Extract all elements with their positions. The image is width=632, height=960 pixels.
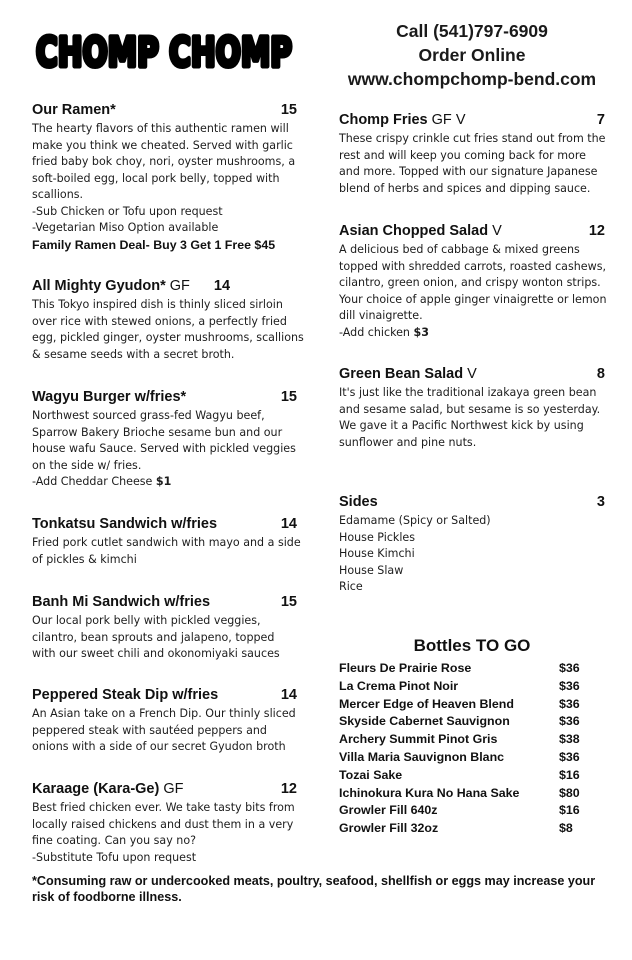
item-price: 14 xyxy=(280,516,297,532)
item-name: Our Ramen* xyxy=(32,102,116,118)
item-tags: V xyxy=(467,366,477,382)
item-description: It's just like the traditional izakaya green bean and sesame salad, but sesame is so yesterday. We gave it a Pacific Northwest kick by using sunflower and pine nuts. xyxy=(339,386,601,449)
item-description: A delicious bed of cabbage & mixed greens topped with shredded carrots, roasted cashews, cilantro, green onion, and crispy wonton strips. Your choice of apple ginger vinaigrette or lemon dill vinaigrette. -Add chicken $3 xyxy=(339,242,605,341)
item-name: Sides xyxy=(339,494,378,510)
menu-item-karaage xyxy=(32,780,297,866)
item-header xyxy=(339,111,605,129)
item-price: 14 xyxy=(213,278,231,294)
bottle-row: Skyside Cabernet Sauvignon $36 xyxy=(339,714,580,729)
item-addon: -Add Cheddar Cheese $1 xyxy=(32,475,172,488)
bottle-row: Villa Maria Sauvignon Blanc $36 xyxy=(339,749,580,764)
item-description: An Asian take on a French Dip. Our thinly sliced peppered steak with sautéed peppers and onions with a side of our secret Gyudon broth xyxy=(32,707,296,753)
menu-item-our-ramen xyxy=(32,101,297,254)
food-safety-disclaimer: *Consuming raw or undercooked meats, poultry, seafood, shellfish or eggs may increase your risk of foodborne illness. xyxy=(32,874,596,904)
logo-text: CHOMP CHOMP xyxy=(36,30,292,76)
item-header xyxy=(32,515,297,533)
item-description: Our local pork belly with pickled veggies, cilantro, bean sprouts and jalapeno, topped with our sweet chili and okonomiyaki sauces xyxy=(32,614,280,660)
bottle-row: Fleurs De Prairie Rose $36 xyxy=(339,661,580,675)
item-tags: GF xyxy=(163,781,184,797)
item-header xyxy=(339,493,605,511)
item-price: 7 xyxy=(596,112,605,128)
item-description: Edamame (Spicy or Salted) House Pickles House Kimchi House Slaw Rice xyxy=(339,514,491,593)
item-description: The hearty flavors of this authentic ramen will make you think we cheated. Served with garlic fried baby bok choy, nori, oyster mushrooms, a soft-boiled egg, local pork belly, topped with scallions. -Sub Chicken or Tofu upon request -Vegetarian Miso Option available xyxy=(32,122,296,234)
chomp-chomp-logo xyxy=(34,14,296,86)
website-link[interactable]: www.chompchomp-bend.com xyxy=(347,69,597,89)
menu-item-gyudon xyxy=(32,277,304,363)
phone-text: Call (541)797-6909 xyxy=(396,21,548,41)
item-price: 15 xyxy=(280,389,297,405)
item-tags: GF V xyxy=(431,112,466,128)
item-header xyxy=(32,101,297,119)
item-price: 15 xyxy=(280,594,297,610)
bottle-row: La Crema Pinot Noir $36 xyxy=(339,678,580,693)
bottles-title: Bottles TO GO xyxy=(413,636,531,655)
contact-block xyxy=(322,19,622,91)
item-header xyxy=(32,388,297,406)
item-name: Asian Chopped Salad xyxy=(339,223,489,239)
menu-item-wagyu-burger xyxy=(32,388,297,491)
menu-item-asian-chopped-salad xyxy=(339,222,605,341)
menu-item-green-bean-salad xyxy=(339,365,605,451)
item-price: 8 xyxy=(596,366,605,382)
item-header xyxy=(32,593,297,611)
item-header xyxy=(339,222,605,240)
item-price: 12 xyxy=(588,223,605,239)
menu-item-tonkatsu xyxy=(32,515,301,568)
bottle-row: Archery Summit Pinot Gris $38 xyxy=(339,732,580,747)
order-online-text: Order Online xyxy=(418,45,526,65)
item-description: These crispy crinkle cut fries stand out from the rest and will keep you coming back for more and more. Topped with our signature Japanese blend of herbs and spices and dipping sauce. xyxy=(339,132,606,195)
item-description: This Tokyo inspired dish is thinly sliced sirloin over rice with stewed onions, a perfectly fried egg, pickled ginger, oyster mushrooms, scallions & sesame seeds with a secret broth. xyxy=(32,298,304,361)
item-name: Green Bean Salad xyxy=(339,366,464,382)
item-name: Tonkatsu Sandwich w/fries xyxy=(32,516,218,532)
item-header xyxy=(32,277,297,295)
menu-item-steak-dip xyxy=(32,686,297,756)
bottle-row: Mercer Edge of Heaven Blend $36 xyxy=(339,696,580,711)
menu-item-sides xyxy=(339,493,605,596)
menu-item-chomp-fries xyxy=(339,111,605,197)
item-tags: GF xyxy=(169,278,190,294)
item-header xyxy=(32,686,297,704)
bottles-list xyxy=(339,660,581,838)
item-description: Best fried chicken ever. We take tasty bits from locally raised chickens and dust them in a very fine coating. Can you say no? -Substitute Tofu upon request xyxy=(32,801,295,864)
item-description: Northwest sourced grass-fed Wagyu beef, Sparrow Bakery Brioche sesame bun and our house wafu Sauce. Served with pickled veggies on the side w/ fries. -Add Cheddar Cheese $1 xyxy=(32,408,297,491)
item-name: Banh Mi Sandwich w/fries xyxy=(32,594,211,610)
menu-item-banh-mi xyxy=(32,593,297,663)
bottle-row: Tozai Sake $16 xyxy=(339,767,580,782)
item-price: 12 xyxy=(280,781,297,797)
item-addon: -Add chicken $3 xyxy=(339,325,429,339)
item-name: Karaage (Kara-Ge) xyxy=(32,781,160,797)
item-tags: V xyxy=(492,223,502,239)
item-header xyxy=(32,780,297,798)
item-name: Peppered Steak Dip w/fries xyxy=(32,687,219,703)
item-price: 15 xyxy=(280,102,297,118)
item-name: Chomp Fries xyxy=(339,112,428,128)
family-ramen-deal: Family Ramen Deal- Buy 3 Get 1 Free $45 xyxy=(32,237,276,252)
bottle-row: Ichinokura Kura No Hana Sake $80 xyxy=(339,785,580,800)
item-price: 14 xyxy=(280,687,297,703)
item-header xyxy=(339,365,605,383)
item-description: Fried pork cutlet sandwich with mayo and a side of pickles & kimchi xyxy=(32,536,301,566)
bottle-row: Growler Fill 32oz $8 xyxy=(339,821,573,836)
item-name: Wagyu Burger w/fries* xyxy=(32,389,187,405)
item-price: 3 xyxy=(596,494,605,510)
item-name: All Mighty Gyudon* xyxy=(32,278,166,294)
bottle-row: Growler Fill 640z $16 xyxy=(339,803,580,818)
